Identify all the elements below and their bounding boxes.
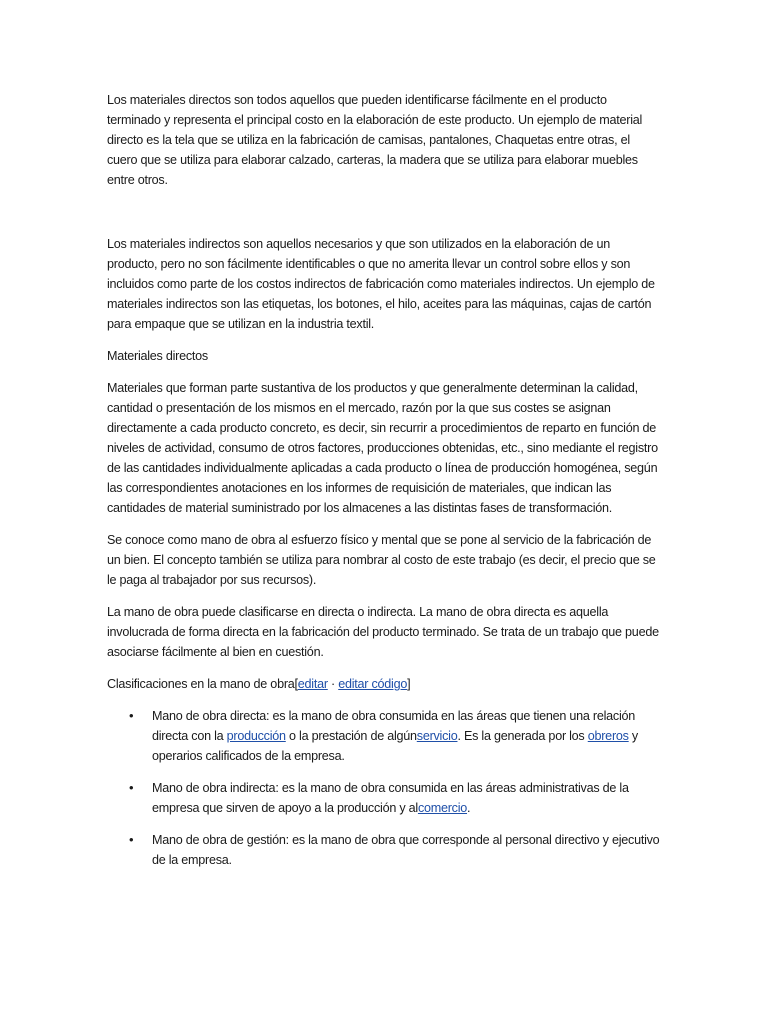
section-heading-clasificaciones	[107, 674, 662, 694]
bracket-close: ]	[407, 677, 411, 691]
list-item-term: Mano de obra directa:	[152, 709, 270, 723]
list-item-text: y operarios calificados de la empresa.	[152, 729, 638, 763]
comercio-link[interactable]: comercio	[417, 801, 468, 815]
edit-separator: ·	[327, 677, 339, 691]
term-materiales-indirectos: Los materiales indirectos	[107, 237, 241, 251]
paragraph-clasificacion: La mano de obra puede clasificarse en directa o indirecta. La mano de obra directa es aquella involucrada de forma directa en la fabricación del producto terminado. Se trata de un trabajo que puede asociarse fácilmente al bien en cuestión.	[107, 605, 659, 659]
section-heading-text: Clasificaciones en la mano de obra	[107, 677, 295, 691]
paragraph-text: Se conoce como	[107, 533, 201, 547]
edit-code-link[interactable]: editar código	[338, 677, 408, 691]
bullet-icon: •	[129, 708, 134, 723]
list-item-text: .	[467, 801, 471, 815]
list-item-text: o la prestación de algún	[285, 729, 417, 743]
servicio-link[interactable]: servicio	[416, 729, 458, 743]
list-item-text: es la mano de obra que corresponde al personal directivo y ejecutivo de la empresa.	[152, 833, 660, 867]
list-item-text: es la mano de obra consumida en las áreas que tienen una relación directa con la	[152, 709, 636, 743]
heading-materiales-directos: Materiales directos	[107, 349, 208, 363]
list-item	[107, 830, 662, 870]
term-materiales-directos: Los materiales directos	[107, 93, 231, 107]
document-page	[107, 90, 662, 882]
paragraph-materiales-directos	[107, 90, 662, 190]
paragraph-definicion-materiales: Materiales que forman parte sustantiva de los productos y que generalmente determinan la calidad, cantidad o presentación de los mismos en el mercado, razón por la que sus costes se asignan directamente a cada producto concreto, es decir, sin recurrir a procedimientos de reparto en función de niveles de actividad, consumo de otros factores, producciones obtenidas, etc., sino mediante el registro de las cantidades individualmente aplicadas a cada producto o línea de producción homogénea, según las correspondientes anotaciones en los informes de requisición de materiales, que indican las cantidades de material suministrado por los almacenes a las distintas fases de transformación.	[107, 381, 658, 515]
list-item-text: es la mano de obra consumida en las áreas administrativas de la empresa que sirven de apoyo a la producción y al	[152, 781, 629, 815]
paragraph-text: al esfuerzo físico y mental que se pone al servicio de la fabricación de un bien. El concepto también se utiliza para nombrar al costo de este trabajo (es decir, el precio que se le paga al trabajador por sus recursos).	[107, 533, 656, 587]
edit-link[interactable]: editar	[297, 677, 328, 691]
term-mano-de-obra: mano de obra	[200, 533, 276, 547]
bullet-icon: •	[129, 780, 134, 795]
list-item	[107, 706, 662, 766]
produccion-link[interactable]: producción	[226, 729, 286, 743]
paragraph-materiales-indirectos	[107, 234, 662, 334]
bracket-open: [	[294, 677, 298, 691]
paragraph-text: son aquellos necesarios y que son utilizados en la elaboración de un producto, pero no son fácilmente identificables o que no amerita llevar un control sobre ellos y son incluidos como parte de los costos indirectos de fabricación como materiales indirectos. Un ejemplo de materiales indirectos son las etiquetas, los botones, el hilo, aceites para las máquinas, cajas de cartón para empaque que se utilizan en la industria textil.	[107, 237, 655, 331]
paragraph-text: son todos aquellos que pueden identificarse fácilmente en el producto terminado y representa el principal costo en la elaboración de este producto. Un ejemplo de material directo es la tela que se utiliza en la fabricación de camisas, pantalones, Chaquetas entre otras, el cuero que se utiliza para elaborar calzado, carteras, la madera que se utiliza para elaborar muebles entre otros.	[107, 93, 643, 187]
list-item-text: . Es la generada por los	[457, 729, 588, 743]
list-item	[107, 778, 662, 818]
bullet-icon: •	[129, 832, 134, 847]
paragraph-mano-de-obra	[107, 530, 662, 590]
list-item-term: Mano de obra de gestión:	[152, 833, 289, 847]
clasificaciones-list	[107, 706, 662, 870]
list-item-term: Mano de obra indirecta:	[152, 781, 279, 795]
obreros-link[interactable]: obreros	[587, 729, 629, 743]
